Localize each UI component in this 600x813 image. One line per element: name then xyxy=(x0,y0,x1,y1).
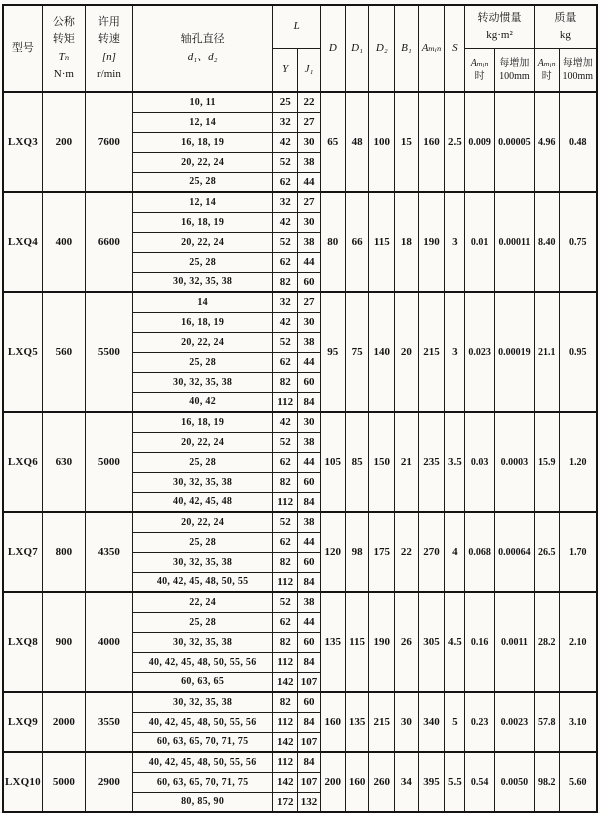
cell-D1: 66 xyxy=(345,192,369,292)
cell-bore: 20, 22, 24 xyxy=(132,152,272,172)
speed-label-line2: 转速 xyxy=(97,33,120,46)
cell-L-J1: 38 xyxy=(298,232,321,252)
cell-bore: 22, 24 xyxy=(132,592,272,612)
speed-label-line1: 许用 xyxy=(97,16,120,29)
cell-mass-at-amin: 28.2 xyxy=(534,592,559,692)
cell-bore: 10, 11 xyxy=(132,92,272,112)
cell-L-J1: 107 xyxy=(298,772,321,792)
table-body xyxy=(3,92,597,812)
cell-bore: 12, 14 xyxy=(132,112,272,132)
cell-D1: 160 xyxy=(345,752,369,812)
cell-torque: 900 xyxy=(42,592,85,692)
cell-mass-at-amin: 15.9 xyxy=(534,412,559,512)
cell-bore: 20, 22, 24 xyxy=(132,512,272,532)
cell-L-J1: 44 xyxy=(298,172,321,192)
cell-bore: 25, 28 xyxy=(132,452,272,472)
cell-L-J1: 27 xyxy=(298,192,321,212)
cell-model: LXQ10 xyxy=(3,752,42,812)
bore-symbols: d₁、d₂ xyxy=(187,50,218,63)
cell-L-J1: 84 xyxy=(298,752,321,772)
cell-inertia-per-100mm: 0.00019 xyxy=(495,292,535,412)
cell-mass-at-amin: 21.1 xyxy=(534,292,559,412)
cell-L-J1: 44 xyxy=(298,612,321,632)
cell-mass-per-100mm: 0.95 xyxy=(559,292,597,412)
cell-B1: 22 xyxy=(395,512,419,592)
cell-model: LXQ7 xyxy=(3,512,42,592)
cell-mass-at-amin: 8.40 xyxy=(534,192,559,292)
col-header-J1: J₁ xyxy=(298,49,321,93)
cell-bore: 40, 42, 45, 48, 50, 55, 56 xyxy=(132,752,272,772)
cell-bore: 40, 42, 45, 48, 50, 55, 56 xyxy=(132,712,272,732)
cell-bore: 16, 18, 19 xyxy=(132,212,272,232)
cell-L-Y: 112 xyxy=(273,492,298,512)
cell-Amin: 395 xyxy=(418,752,445,812)
table-row xyxy=(3,92,597,112)
cell-model: LXQ6 xyxy=(3,412,42,512)
cell-D2: 190 xyxy=(369,592,395,692)
cell-speed: 5000 xyxy=(85,412,132,512)
cell-bore: 20, 22, 24 xyxy=(132,232,272,252)
per-100mm-label: 每增加 xyxy=(499,57,530,69)
cell-speed: 5500 xyxy=(85,292,132,412)
cell-bore: 30, 32, 35, 38 xyxy=(132,692,272,712)
cell-D1: 98 xyxy=(345,512,369,592)
cell-L-Y: 82 xyxy=(273,272,298,292)
cell-D1: 85 xyxy=(345,412,369,512)
cell-L-J1: 60 xyxy=(298,692,321,712)
cell-L-Y: 112 xyxy=(273,392,298,412)
cell-L-Y: 42 xyxy=(273,212,298,232)
cell-L-J1: 38 xyxy=(298,512,321,532)
cell-bore: 60, 63, 65, 70, 71, 75 xyxy=(132,772,272,792)
col-header-mass xyxy=(534,5,597,49)
cell-D: 65 xyxy=(320,92,345,192)
cell-B1: 20 xyxy=(395,292,419,412)
cell-L-J1: 84 xyxy=(298,572,321,592)
cell-D2: 100 xyxy=(369,92,395,192)
col-header-inertia-at-amin xyxy=(465,49,495,93)
cell-L-Y: 62 xyxy=(273,252,298,272)
col-header-inertia-per-100mm xyxy=(495,49,535,93)
cell-bore: 40, 42 xyxy=(132,392,272,412)
cell-torque: 5000 xyxy=(42,752,85,812)
cell-bore: 40, 42, 45, 48, 50, 55, 56 xyxy=(132,652,272,672)
cell-L-J1: 84 xyxy=(298,652,321,672)
cell-L-Y: 82 xyxy=(273,692,298,712)
cell-mass-per-100mm: 5.60 xyxy=(559,752,597,812)
cell-L-Y: 42 xyxy=(273,312,298,332)
cell-D1: 115 xyxy=(345,592,369,692)
cell-L-Y: 32 xyxy=(273,192,298,212)
cell-L-Y: 172 xyxy=(273,792,298,812)
inertia-unit: kg·m² xyxy=(486,29,513,41)
cell-S: 3 xyxy=(445,292,465,412)
cell-bore: 12, 14 xyxy=(132,192,272,212)
cell-inertia-per-100mm: 0.0023 xyxy=(495,692,535,752)
col-header-B1: B₁ xyxy=(395,5,419,92)
cell-S: 2.5 xyxy=(445,92,465,192)
cell-model: LXQ4 xyxy=(3,192,42,292)
cell-D: 95 xyxy=(320,292,345,412)
col-header-inertia xyxy=(465,5,535,49)
cell-B1: 21 xyxy=(395,412,419,512)
cell-L-Y: 32 xyxy=(273,112,298,132)
table-row xyxy=(3,192,597,212)
cell-L-J1: 132 xyxy=(298,792,321,812)
cell-mass-per-100mm: 1.70 xyxy=(559,512,597,592)
cell-Amin: 340 xyxy=(418,692,445,752)
cell-D2: 140 xyxy=(369,292,395,412)
col-header-Amin: Aₘᵢₙ xyxy=(418,5,445,92)
cell-D2: 150 xyxy=(369,412,395,512)
cell-bore: 30, 32, 35, 38 xyxy=(132,372,272,392)
cell-Amin: 235 xyxy=(418,412,445,512)
cell-mass-per-100mm: 2.10 xyxy=(559,592,597,692)
cell-L-J1: 60 xyxy=(298,632,321,652)
cell-D: 200 xyxy=(320,752,345,812)
cell-L-Y: 62 xyxy=(273,532,298,552)
cell-mass-per-100mm: 1.20 xyxy=(559,412,597,512)
cell-torque: 800 xyxy=(42,512,85,592)
cell-L-J1: 60 xyxy=(298,372,321,392)
cell-model: LXQ8 xyxy=(3,592,42,692)
cell-D: 120 xyxy=(320,512,345,592)
col-header-Y: Y xyxy=(273,49,298,93)
cell-L-J1: 107 xyxy=(298,732,321,752)
mass-unit: kg xyxy=(559,29,571,41)
cell-L-J1: 30 xyxy=(298,412,321,432)
cell-L-J1: 38 xyxy=(298,332,321,352)
cell-model: LXQ3 xyxy=(3,92,42,192)
cell-inertia-per-100mm: 0.0050 xyxy=(495,752,535,812)
torque-symbol: Tₙ xyxy=(58,50,70,63)
at-amin-symbol: Aₘᵢₙ xyxy=(537,57,556,69)
cell-L-J1: 60 xyxy=(298,552,321,572)
cell-L-Y: 112 xyxy=(273,712,298,732)
cell-L-Y: 112 xyxy=(273,652,298,672)
cell-bore: 30, 32, 35, 38 xyxy=(132,472,272,492)
cell-inertia-per-100mm: 0.0003 xyxy=(495,412,535,512)
torque-label-line1: 公称 xyxy=(52,16,75,29)
cell-L-Y: 112 xyxy=(273,752,298,772)
cell-L-J1: 84 xyxy=(298,492,321,512)
cell-bore: 40, 42, 45, 48 xyxy=(132,492,272,512)
per-100mm-value: 100mm xyxy=(499,71,530,82)
col-header-model: 型号 xyxy=(3,5,42,92)
cell-inertia-at-amin: 0.068 xyxy=(465,512,495,592)
cell-D2: 215 xyxy=(369,692,395,752)
col-header-mass-at-amin xyxy=(534,49,559,93)
cell-S: 5 xyxy=(445,692,465,752)
cell-bore: 20, 22, 24 xyxy=(132,332,272,352)
cell-speed: 6600 xyxy=(85,192,132,292)
table-row xyxy=(3,752,597,772)
cell-inertia-at-amin: 0.01 xyxy=(465,192,495,292)
cell-L-Y: 32 xyxy=(273,292,298,312)
cell-L-J1: 30 xyxy=(298,212,321,232)
cell-B1: 26 xyxy=(395,592,419,692)
cell-B1: 18 xyxy=(395,192,419,292)
cell-L-Y: 62 xyxy=(273,172,298,192)
cell-L-Y: 42 xyxy=(273,132,298,152)
cell-model: LXQ9 xyxy=(3,692,42,752)
cell-S: 5.5 xyxy=(445,752,465,812)
cell-L-J1: 30 xyxy=(298,312,321,332)
cell-L-Y: 52 xyxy=(273,232,298,252)
cell-L-Y: 82 xyxy=(273,552,298,572)
mass-label: 质量 xyxy=(554,11,577,24)
cell-L-J1: 22 xyxy=(298,92,321,112)
col-header-D1: D₁ xyxy=(345,5,369,92)
cell-D2: 115 xyxy=(369,192,395,292)
cell-bore: 80, 85, 90 xyxy=(132,792,272,812)
cell-L-J1: 44 xyxy=(298,532,321,552)
bore-label: 轴孔直径 xyxy=(180,33,225,46)
cell-D1: 135 xyxy=(345,692,369,752)
cell-mass-per-100mm: 0.75 xyxy=(559,192,597,292)
table-row xyxy=(3,692,597,712)
coupling-spec-table xyxy=(2,4,598,813)
cell-inertia-per-100mm: 0.00005 xyxy=(495,92,535,192)
torque-unit: N·m xyxy=(53,67,74,80)
col-header-S: S xyxy=(445,5,465,92)
cell-D: 105 xyxy=(320,412,345,512)
cell-L-Y: 82 xyxy=(273,632,298,652)
cell-bore: 25, 28 xyxy=(132,612,272,632)
cell-mass-at-amin: 4.96 xyxy=(534,92,559,192)
cell-B1: 15 xyxy=(395,92,419,192)
inertia-label: 转动惯量 xyxy=(477,11,522,24)
cell-L-J1: 84 xyxy=(298,712,321,732)
cell-mass-at-amin: 98.2 xyxy=(534,752,559,812)
cell-L-J1: 44 xyxy=(298,252,321,272)
cell-S: 4.5 xyxy=(445,592,465,692)
cell-Amin: 305 xyxy=(418,592,445,692)
cell-L-Y: 52 xyxy=(273,512,298,532)
col-header-torque xyxy=(42,5,85,92)
cell-S: 3.5 xyxy=(445,412,465,512)
speed-unit: r/min xyxy=(96,67,121,80)
col-header-D2: D₂ xyxy=(369,5,395,92)
cell-bore: 40, 42, 45, 48, 50, 55 xyxy=(132,572,272,592)
cell-L-Y: 25 xyxy=(273,92,298,112)
cell-L-J1: 38 xyxy=(298,592,321,612)
at-amin-label: 时 xyxy=(541,71,552,82)
cell-bore: 25, 28 xyxy=(132,252,272,272)
col-header-L: L xyxy=(273,5,321,49)
cell-inertia-at-amin: 0.023 xyxy=(465,292,495,412)
cell-L-Y: 52 xyxy=(273,152,298,172)
cell-inertia-per-100mm: 0.00011 xyxy=(495,192,535,292)
cell-D2: 175 xyxy=(369,512,395,592)
cell-L-J1: 38 xyxy=(298,152,321,172)
cell-bore: 25, 28 xyxy=(132,172,272,192)
cell-L-J1: 60 xyxy=(298,472,321,492)
cell-bore: 14 xyxy=(132,292,272,312)
table-row xyxy=(3,512,597,532)
cell-torque: 400 xyxy=(42,192,85,292)
cell-D: 80 xyxy=(320,192,345,292)
cell-L-J1: 84 xyxy=(298,392,321,412)
cell-L-Y: 82 xyxy=(273,472,298,492)
cell-S: 4 xyxy=(445,512,465,592)
per-100mm-value: 100mm xyxy=(562,71,594,82)
cell-L-J1: 30 xyxy=(298,132,321,152)
cell-L-Y: 62 xyxy=(273,452,298,472)
cell-inertia-at-amin: 0.009 xyxy=(465,92,495,192)
cell-bore: 16, 18, 19 xyxy=(132,132,272,152)
cell-B1: 30 xyxy=(395,692,419,752)
cell-D: 135 xyxy=(320,592,345,692)
cell-L-J1: 44 xyxy=(298,352,321,372)
cell-L-Y: 42 xyxy=(273,412,298,432)
cell-L-J1: 60 xyxy=(298,272,321,292)
cell-D1: 75 xyxy=(345,292,369,412)
torque-label-line2: 转矩 xyxy=(52,33,75,46)
cell-torque: 630 xyxy=(42,412,85,512)
cell-L-Y: 142 xyxy=(273,772,298,792)
cell-Amin: 190 xyxy=(418,192,445,292)
cell-L-Y: 62 xyxy=(273,612,298,632)
cell-inertia-at-amin: 0.03 xyxy=(465,412,495,512)
col-header-bore xyxy=(132,5,272,92)
cell-mass-per-100mm: 0.48 xyxy=(559,92,597,192)
per-100mm-label: 每增加 xyxy=(562,57,593,69)
cell-speed: 3550 xyxy=(85,692,132,752)
cell-model: LXQ5 xyxy=(3,292,42,412)
cell-bore: 25, 28 xyxy=(132,352,272,372)
cell-bore: 60, 63, 65 xyxy=(132,672,272,692)
cell-Amin: 160 xyxy=(418,92,445,192)
cell-speed: 7600 xyxy=(85,92,132,192)
cell-Amin: 270 xyxy=(418,512,445,592)
cell-D: 160 xyxy=(320,692,345,752)
cell-inertia-at-amin: 0.16 xyxy=(465,592,495,692)
cell-L-J1: 107 xyxy=(298,672,321,692)
cell-Amin: 215 xyxy=(418,292,445,412)
cell-D2: 260 xyxy=(369,752,395,812)
cell-speed: 2900 xyxy=(85,752,132,812)
cell-bore: 20, 22, 24 xyxy=(132,432,272,452)
cell-L-J1: 27 xyxy=(298,112,321,132)
cell-bore: 16, 18, 19 xyxy=(132,312,272,332)
table-row xyxy=(3,592,597,612)
cell-torque: 200 xyxy=(42,92,85,192)
cell-S: 3 xyxy=(445,192,465,292)
cell-mass-at-amin: 26.5 xyxy=(534,512,559,592)
cell-bore: 25, 28 xyxy=(132,532,272,552)
cell-L-J1: 27 xyxy=(298,292,321,312)
cell-L-J1: 38 xyxy=(298,432,321,452)
cell-torque: 560 xyxy=(42,292,85,412)
cell-bore: 16, 18, 19 xyxy=(132,412,272,432)
cell-L-J1: 44 xyxy=(298,452,321,472)
cell-L-Y: 112 xyxy=(273,572,298,592)
cell-bore: 30, 32, 35, 38 xyxy=(132,632,272,652)
cell-L-Y: 142 xyxy=(273,672,298,692)
cell-bore: 60, 63, 65, 70, 71, 75 xyxy=(132,732,272,752)
cell-speed: 4350 xyxy=(85,512,132,592)
cell-inertia-at-amin: 0.54 xyxy=(465,752,495,812)
cell-inertia-per-100mm: 0.0011 xyxy=(495,592,535,692)
cell-speed: 4000 xyxy=(85,592,132,692)
cell-L-Y: 52 xyxy=(273,332,298,352)
cell-torque: 2000 xyxy=(42,692,85,752)
cell-mass-per-100mm: 3.10 xyxy=(559,692,597,752)
cell-bore: 30, 32, 35, 38 xyxy=(132,272,272,292)
speed-symbol: [n] xyxy=(101,50,116,63)
col-header-mass-per-100mm xyxy=(559,49,597,93)
cell-L-Y: 62 xyxy=(273,352,298,372)
cell-L-Y: 52 xyxy=(273,432,298,452)
cell-D1: 48 xyxy=(345,92,369,192)
col-header-speed xyxy=(85,5,132,92)
table-row xyxy=(3,292,597,312)
table-row xyxy=(3,412,597,432)
cell-mass-at-amin: 57.8 xyxy=(534,692,559,752)
cell-L-Y: 52 xyxy=(273,592,298,612)
cell-L-Y: 142 xyxy=(273,732,298,752)
cell-inertia-per-100mm: 0.00064 xyxy=(495,512,535,592)
cell-B1: 34 xyxy=(395,752,419,812)
cell-inertia-at-amin: 0.23 xyxy=(465,692,495,752)
at-amin-symbol: Aₘᵢₙ xyxy=(470,57,489,69)
at-amin-label: 时 xyxy=(474,71,485,82)
cell-bore: 30, 32, 35, 38 xyxy=(132,552,272,572)
cell-L-Y: 82 xyxy=(273,372,298,392)
col-header-D: D xyxy=(320,5,345,92)
